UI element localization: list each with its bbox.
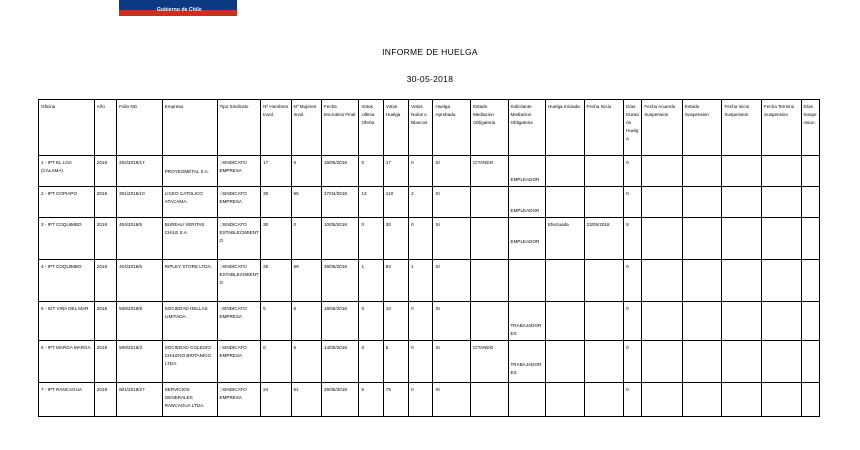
government-logo bbox=[119, 0, 237, 16]
table-cell bbox=[261, 260, 291, 302]
table-cell bbox=[546, 218, 585, 260]
table-cell bbox=[762, 156, 802, 187]
cell-text: BUREAU VERITAS CHILE S.A. bbox=[164, 222, 205, 235]
column-header: Solicitante Mediacion Obligatoria bbox=[508, 100, 546, 156]
column-header: Votos Huelga bbox=[383, 100, 408, 156]
column-header: Tipo Sindicato bbox=[217, 100, 261, 156]
table-cell bbox=[162, 187, 217, 218]
cell-text: SI bbox=[435, 191, 440, 196]
table-cell bbox=[584, 187, 624, 218]
table-cell bbox=[470, 156, 508, 187]
cell-text: 30 bbox=[385, 222, 391, 227]
table-cell bbox=[321, 156, 359, 187]
cell-text: 30 bbox=[263, 191, 269, 196]
table-cell bbox=[162, 260, 217, 302]
table-cell bbox=[722, 383, 762, 417]
report-date: 30-05-2018 bbox=[406, 74, 454, 84]
cell-text: 508/2018/3 bbox=[119, 345, 143, 350]
table-cell bbox=[642, 187, 683, 218]
table-cell bbox=[383, 218, 408, 260]
table-cell bbox=[291, 218, 321, 260]
table-cell bbox=[321, 341, 359, 383]
table-cell bbox=[359, 383, 383, 417]
table-cell bbox=[433, 218, 471, 260]
table-cell bbox=[722, 341, 762, 383]
table-cell bbox=[470, 341, 508, 383]
cell-text: 601/2018/27 bbox=[119, 387, 145, 392]
table-cell bbox=[624, 187, 642, 218]
table-cell bbox=[409, 383, 433, 417]
cell-text: 0 bbox=[626, 345, 629, 350]
table-cell bbox=[433, 302, 471, 341]
table-cell bbox=[291, 341, 321, 383]
cell-text: 69 bbox=[293, 264, 299, 269]
table-cell bbox=[321, 187, 359, 218]
column-header: Votos Ultima Oferta bbox=[359, 100, 383, 156]
cell-text: 27/04/2018 bbox=[323, 191, 347, 196]
table-cell bbox=[762, 187, 802, 218]
table-cell bbox=[261, 187, 291, 218]
table-cell bbox=[682, 187, 722, 218]
table-cell bbox=[508, 260, 546, 302]
cell-text: EMPLEADOR bbox=[510, 208, 540, 213]
cell-text: 508/2018/8 bbox=[119, 306, 143, 311]
column-header: Nº Mujeres Invol. bbox=[291, 100, 321, 156]
table-row bbox=[39, 341, 820, 383]
cell-text: SI bbox=[435, 387, 440, 392]
table-cell bbox=[321, 383, 359, 417]
table-cell bbox=[409, 341, 433, 383]
table-cell bbox=[642, 260, 683, 302]
table-cell bbox=[762, 383, 802, 417]
table-cell bbox=[409, 260, 433, 302]
cell-text: 110 bbox=[385, 191, 394, 196]
table-cell bbox=[801, 302, 819, 341]
table-cell bbox=[39, 302, 95, 341]
cell-text: 0 bbox=[626, 387, 629, 392]
table-cell bbox=[383, 156, 408, 187]
table-body bbox=[39, 156, 820, 417]
cell-text: 0 bbox=[361, 160, 365, 165]
table-cell bbox=[762, 218, 802, 260]
cell-text: 13 bbox=[361, 191, 367, 196]
cell-text: 25 bbox=[263, 264, 269, 269]
cell-text: 0 bbox=[293, 222, 297, 227]
table-cell bbox=[682, 260, 722, 302]
table-cell bbox=[359, 156, 383, 187]
table-cell bbox=[162, 383, 217, 417]
table-cell bbox=[162, 341, 217, 383]
table-row bbox=[39, 383, 820, 417]
table-cell bbox=[508, 383, 546, 417]
table-cell bbox=[117, 341, 163, 383]
column-header: Empresa bbox=[162, 100, 217, 156]
cell-text: PROYEGMETAL S.A. bbox=[164, 169, 210, 174]
table-cell bbox=[117, 260, 163, 302]
table-cell bbox=[94, 218, 116, 260]
table-cell bbox=[642, 341, 683, 383]
cell-text: Efectuada bbox=[548, 222, 569, 227]
table-cell bbox=[383, 302, 408, 341]
table-cell bbox=[117, 187, 163, 218]
report-title: INFORME DE HUELGA bbox=[382, 47, 478, 57]
column-header: Fecha Termino Suspension bbox=[762, 100, 802, 156]
table-cell bbox=[117, 302, 163, 341]
table-cell bbox=[470, 260, 508, 302]
column-header: Oficina bbox=[39, 100, 95, 156]
table-cell bbox=[433, 156, 471, 187]
cell-text: ; SINDICATO EMPRESA bbox=[219, 345, 247, 358]
table-cell bbox=[217, 383, 261, 417]
cell-text: 5 bbox=[263, 306, 266, 311]
table-cell bbox=[409, 302, 433, 341]
cell-text: 51 bbox=[293, 387, 299, 392]
cell-text: 2018 bbox=[96, 345, 108, 350]
cell-text: 3 - IPT COQUIMBO bbox=[41, 222, 82, 227]
table-cell bbox=[801, 187, 819, 218]
table-cell bbox=[508, 156, 546, 187]
table-cell bbox=[584, 302, 624, 341]
table-cell bbox=[291, 187, 321, 218]
column-header: Estado Mediacion Obligatoria bbox=[470, 100, 508, 156]
column-header: Huelga Iniciada bbox=[546, 100, 585, 156]
table-cell bbox=[261, 218, 291, 260]
table-cell bbox=[546, 156, 585, 187]
table-row bbox=[39, 156, 820, 187]
cell-text: 2018 bbox=[96, 264, 108, 269]
cell-text: 1 bbox=[361, 264, 365, 269]
table-cell bbox=[584, 218, 624, 260]
cell-text: 301/2018/10 bbox=[119, 191, 145, 196]
table-cell bbox=[624, 156, 642, 187]
table-cell bbox=[801, 156, 819, 187]
cell-text: LICEO CATOLICO ATACAMA. bbox=[164, 191, 203, 204]
cell-text: 24 bbox=[263, 387, 269, 392]
table-cell bbox=[217, 187, 261, 218]
table-cell bbox=[546, 187, 585, 218]
table-cell bbox=[291, 383, 321, 417]
cell-text: 5 - IGT VIÑA DEL MAR bbox=[41, 306, 89, 311]
table-cell bbox=[642, 383, 683, 417]
column-header: Votos Nulos o Blancos bbox=[409, 100, 433, 156]
cell-text: SI bbox=[435, 264, 440, 269]
cell-text: 5 bbox=[293, 345, 297, 350]
strike-report-table bbox=[38, 99, 820, 417]
cell-text: 17 bbox=[385, 160, 391, 165]
cell-text: SOCIEDAD COLEGIO CHILENO BRITANICO LTDA. bbox=[164, 345, 212, 366]
table-cell bbox=[359, 302, 383, 341]
column-header: Estado Suspension bbox=[682, 100, 722, 156]
table-cell bbox=[117, 156, 163, 187]
table-cell bbox=[291, 260, 321, 302]
cell-text: 0 bbox=[626, 264, 629, 269]
cell-text: 2018 bbox=[96, 306, 108, 311]
table-cell bbox=[409, 218, 433, 260]
cell-text: 5 bbox=[361, 387, 365, 392]
cell-text: EMPLEADOR bbox=[510, 239, 540, 244]
table-cell bbox=[546, 302, 585, 341]
table-cell bbox=[433, 187, 471, 218]
cell-text: 95 bbox=[293, 191, 299, 196]
table-cell bbox=[682, 218, 722, 260]
table-cell bbox=[217, 302, 261, 341]
cell-text: 7 - IPT RANCAGUA bbox=[41, 387, 83, 392]
table-cell bbox=[642, 302, 683, 341]
cell-text: 6 - IPT MARGA MARGA bbox=[41, 345, 91, 350]
table-cell bbox=[624, 260, 642, 302]
table-cell bbox=[39, 218, 95, 260]
column-header: Fecha Escrutinio Final bbox=[321, 100, 359, 156]
column-header: Fecha Acuerdo Suspension bbox=[642, 100, 683, 156]
cell-text: 5 bbox=[293, 306, 297, 311]
table-cell bbox=[291, 156, 321, 187]
cell-text: 29/05/2018 bbox=[323, 264, 347, 269]
table-cell bbox=[584, 156, 624, 187]
table-cell bbox=[383, 260, 408, 302]
table-cell bbox=[383, 341, 408, 383]
table-cell bbox=[508, 302, 546, 341]
table-cell bbox=[433, 341, 471, 383]
table-cell bbox=[383, 187, 408, 218]
table-cell bbox=[39, 187, 95, 218]
table-cell bbox=[261, 341, 291, 383]
cell-text: 10 bbox=[385, 306, 391, 311]
cell-text: CITANDO bbox=[472, 345, 494, 350]
cell-text: ; SINDICATO EMPRESA bbox=[219, 387, 247, 400]
table-cell bbox=[39, 156, 95, 187]
table-cell bbox=[546, 383, 585, 417]
table-cell bbox=[508, 341, 546, 383]
cell-text: ; SINDICATO ESTABLECIMIENTO bbox=[219, 222, 259, 243]
cell-text: 18/05/2018 bbox=[323, 306, 347, 311]
table-cell bbox=[94, 187, 116, 218]
cell-text: 0 bbox=[411, 222, 414, 227]
cell-text: 4 - IPT COQUIMBO bbox=[41, 264, 82, 269]
cell-text: TRABAJADORES bbox=[510, 362, 542, 375]
column-header: Año bbox=[94, 100, 116, 156]
table-cell bbox=[642, 218, 683, 260]
table-cell bbox=[722, 302, 762, 341]
table-cell bbox=[470, 187, 508, 218]
cell-text: 92 bbox=[385, 264, 391, 269]
table-cell bbox=[470, 218, 508, 260]
column-header: Folio NG bbox=[117, 100, 163, 156]
table-cell bbox=[217, 218, 261, 260]
cell-text: 10/05/2018 bbox=[323, 222, 347, 227]
cell-text: 0 bbox=[293, 160, 297, 165]
table-cell bbox=[682, 156, 722, 187]
table-cell bbox=[722, 218, 762, 260]
table-cell bbox=[722, 187, 762, 218]
table-row bbox=[39, 187, 820, 218]
cell-text: 2 bbox=[411, 191, 414, 196]
table-cell bbox=[409, 187, 433, 218]
table-cell bbox=[624, 218, 642, 260]
cell-text: SOCIEDAD HELLAS LIMITADA. bbox=[164, 306, 208, 319]
cell-text: 75 bbox=[385, 387, 391, 392]
cell-text: 0 bbox=[361, 222, 365, 227]
cell-text: 0 bbox=[361, 306, 365, 311]
table-row bbox=[39, 218, 820, 260]
cell-text: 1 - IPT EL LOA (CALAMA) bbox=[41, 160, 72, 173]
cell-text: SI bbox=[435, 345, 440, 350]
table-cell bbox=[801, 383, 819, 417]
cell-text: 0 bbox=[626, 306, 629, 311]
table-cell bbox=[801, 218, 819, 260]
table-cell bbox=[682, 302, 722, 341]
cell-text: 2018 bbox=[96, 222, 108, 227]
table-cell bbox=[162, 156, 217, 187]
cell-text: 2 - IPT COPIAPO bbox=[41, 191, 77, 196]
table-cell bbox=[94, 302, 116, 341]
table-cell bbox=[261, 383, 291, 417]
cell-text: 404/2018/5 bbox=[119, 222, 143, 227]
table-cell bbox=[470, 383, 508, 417]
cell-text: 0 bbox=[626, 191, 629, 196]
cell-text: CITANDO bbox=[472, 160, 494, 165]
table-cell bbox=[801, 260, 819, 302]
column-header: Huelga Aprobada bbox=[433, 100, 471, 156]
cell-text: 202/2018/17 bbox=[119, 160, 145, 165]
table-cell bbox=[409, 156, 433, 187]
table-cell bbox=[359, 187, 383, 218]
cell-text: 14/05/2018 bbox=[323, 345, 347, 350]
table-cell bbox=[642, 156, 683, 187]
column-header: Días Suspension bbox=[801, 100, 819, 156]
cell-text: SI bbox=[435, 306, 440, 311]
table-cell bbox=[762, 341, 802, 383]
table-cell bbox=[321, 260, 359, 302]
table-cell bbox=[117, 218, 163, 260]
cell-text: ; SINDICATO EMPRESA bbox=[219, 306, 247, 319]
cell-text: 0 bbox=[411, 306, 414, 311]
table-cell bbox=[383, 383, 408, 417]
cell-text: 0 bbox=[361, 345, 365, 350]
table-cell bbox=[508, 187, 546, 218]
cell-text: EMPLEADOR bbox=[510, 177, 540, 182]
table-cell bbox=[117, 383, 163, 417]
table-cell bbox=[94, 156, 116, 187]
cell-text: 404/2018/6 bbox=[119, 264, 143, 269]
cell-text: SI bbox=[435, 160, 440, 165]
cell-text: 30 bbox=[263, 222, 269, 227]
cell-text: 0 bbox=[411, 387, 414, 392]
cell-text: 17 bbox=[263, 160, 269, 165]
column-header: Nº Hombres Invol. bbox=[261, 100, 291, 156]
cell-text: 23/05/2018 bbox=[586, 222, 610, 227]
column-header: Fecha Inicio bbox=[584, 100, 624, 156]
cell-text: 8 bbox=[626, 222, 629, 227]
cell-text: 0 bbox=[411, 160, 414, 165]
table-cell bbox=[682, 341, 722, 383]
header-row bbox=[39, 100, 820, 156]
table-cell bbox=[217, 341, 261, 383]
cell-text: 0 bbox=[626, 160, 629, 165]
table-cell bbox=[359, 218, 383, 260]
table-cell bbox=[624, 383, 642, 417]
table-cell bbox=[584, 383, 624, 417]
table-row bbox=[39, 260, 820, 302]
table-cell bbox=[162, 218, 217, 260]
cell-text: 0 bbox=[263, 345, 266, 350]
cell-text: 1 bbox=[411, 264, 414, 269]
table-cell bbox=[470, 302, 508, 341]
cell-text: 5 bbox=[385, 345, 389, 350]
column-header: Días Duración Huelga bbox=[624, 100, 642, 156]
cell-text: 29/05/2018 bbox=[323, 387, 347, 392]
table-cell bbox=[624, 341, 642, 383]
table-cell bbox=[801, 341, 819, 383]
table-cell bbox=[261, 156, 291, 187]
table-cell bbox=[584, 260, 624, 302]
cell-text: 0 bbox=[411, 345, 414, 350]
cell-text: ; SINDICATO ESTABLECIMIENTO bbox=[219, 264, 259, 285]
table-cell bbox=[722, 156, 762, 187]
cell-text: 2018 bbox=[96, 387, 108, 392]
table-row bbox=[39, 302, 820, 341]
cell-text: 18/05/2018 bbox=[323, 160, 347, 165]
cell-text: ; SINDICATO EMPRESA bbox=[219, 191, 247, 204]
table-cell bbox=[584, 341, 624, 383]
table-cell bbox=[508, 218, 546, 260]
table-cell bbox=[39, 341, 95, 383]
table-cell bbox=[762, 302, 802, 341]
cell-text: TRABAJADORES bbox=[510, 323, 542, 336]
table-cell bbox=[624, 302, 642, 341]
table-cell bbox=[261, 302, 291, 341]
column-header: Fecha Inicio Suspension bbox=[722, 100, 762, 156]
table-cell bbox=[722, 260, 762, 302]
logo-text: Gobierno de Chile bbox=[157, 7, 202, 13]
table-cell bbox=[433, 260, 471, 302]
cell-text: RIPLEY STORE LTDA. bbox=[164, 264, 212, 269]
table-cell bbox=[94, 341, 116, 383]
table-cell bbox=[94, 383, 116, 417]
table-cell bbox=[682, 383, 722, 417]
table-cell bbox=[217, 156, 261, 187]
cell-text: 2018 bbox=[96, 160, 108, 165]
table-cell bbox=[321, 302, 359, 341]
table-cell bbox=[546, 260, 585, 302]
table-cell bbox=[39, 383, 95, 417]
table-cell bbox=[321, 218, 359, 260]
table-cell bbox=[359, 341, 383, 383]
table-cell bbox=[546, 341, 585, 383]
table-cell bbox=[217, 260, 261, 302]
table-cell bbox=[94, 260, 116, 302]
table-cell bbox=[359, 260, 383, 302]
table-cell bbox=[162, 302, 217, 341]
table-cell bbox=[291, 302, 321, 341]
cell-text: SERVICIOS GENERALES RANCAGUA LTDA. bbox=[164, 387, 205, 408]
table-cell bbox=[433, 383, 471, 417]
cell-text: ; SINDICATO EMPRESA bbox=[219, 160, 247, 173]
cell-text: 2018 bbox=[96, 191, 108, 196]
table-cell bbox=[762, 260, 802, 302]
table-cell bbox=[39, 260, 95, 302]
cell-text: SI bbox=[435, 222, 440, 227]
